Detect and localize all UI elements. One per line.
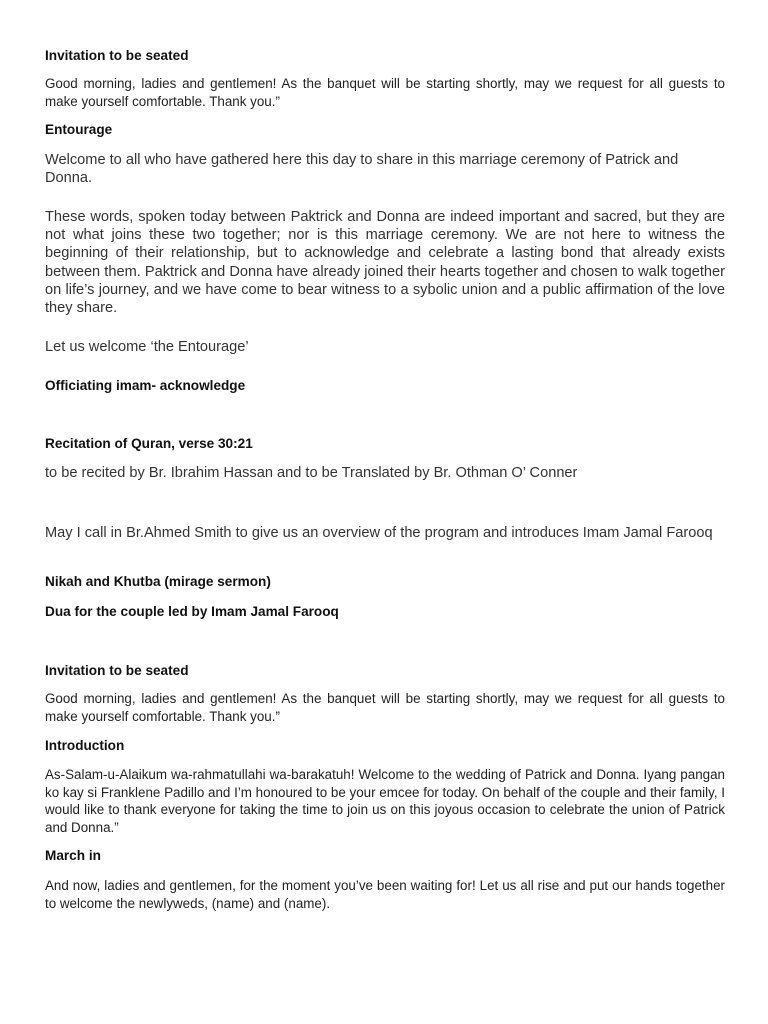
section-heading-invitation-repeat: Invitation to be seated [45,663,189,678]
program-overview-paragraph: May I call in Br.Ahmed Smith to give us an overview of the program and introduces Imam Jamal Farooq [45,525,713,541]
section-heading-introduction: Introduction [45,738,125,753]
invitation-paragraph: Good morning, ladies and gentlemen! As the banquet will be starting shortly, may we request for all guests to make yourself comfortable. Thank you.” [45,76,725,109]
section-heading-officiating-imam: Officiating imam- acknowledge [45,378,246,393]
section-heading-entourage: Entourage [45,122,113,137]
words-paragraph: These words, spoken today between Paktrick and Donna are indeed important and sacred, but they are not what joins these two together; nor is this marriage ceremony. We are not here to witness the beginning of their relationship, but to acknowledge and celebrate a lasting bond that already exists between them. Paktrick and Donna have already joined their hearts together and chosen to walk together on life’s journey, and we have come to bear witness to a sybolic union and a public affirmation of the love they share. [45,209,725,317]
invitation-paragraph-repeat: Good morning, ladies and gentlemen! As the banquet will be starting shortly, may we request for all guests to make yourself comfortable. Thank you.” [45,691,725,724]
march-in-paragraph: And now, ladies and gentlemen, for the moment you’ve been waiting for! Let us all rise and put our hands together to welcome the newlyweds, (name) and (name). [45,878,725,911]
section-heading-march-in: March in [45,848,101,863]
introduction-paragraph: As-Salam-u-Alaikum wa-rahmatullahi wa-barakatuh! Welcome to the wedding of Patrick and Donna. Iyang pangan ko kay si Franklene Padillo and I’m honoured to be your emcee for today. On behalf of the couple and their family, I would like to thank everyone for taking the time to join us on this joyous occasion to celebrate the union of Patrick and Donna.” [45,767,725,835]
section-heading-nikah: Nikah and Khutba (mirage sermon) [45,574,271,589]
section-heading-invitation: Invitation to be seated [45,48,189,63]
section-heading-quran-recitation: Recitation of Quran, verse 30:21 [45,436,253,451]
section-heading-dua: Dua for the couple led by Imam Jamal Farooq [45,604,339,619]
quran-recitation-paragraph: to be recited by Br. Ibrahim Hassan and to be Translated by Br. Othman O’ Conner [45,465,578,481]
welcome-paragraph: Welcome to all who have gathered here this day to share in this marriage ceremony of Patrick and Donna. [45,152,679,187]
entourage-welcome-line: Let us welcome ‘the Entourage’ [45,339,249,355]
